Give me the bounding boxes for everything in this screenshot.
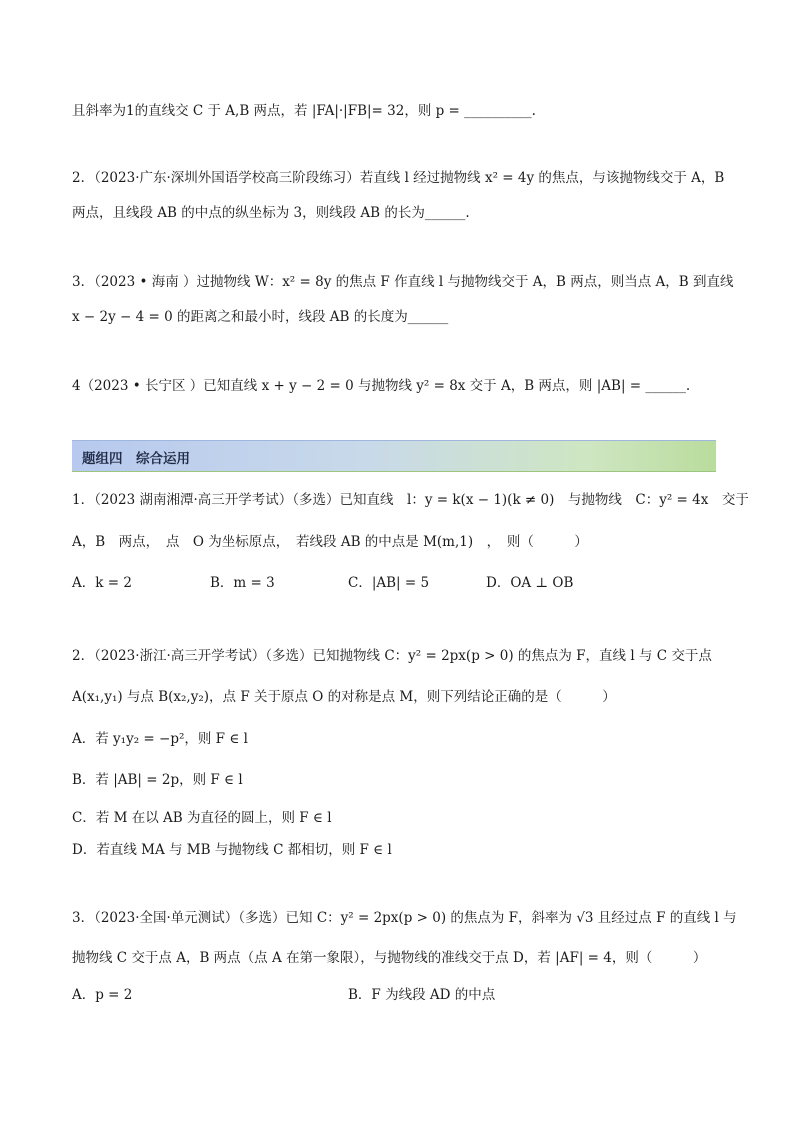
group4-q1-line-1: 1．（2023 湖南湘潭·高三开学考试）（多选）已知直线 l：y = k(x − 1)(k ≠ 0) 与抛物线 C：y² = 4x 交于 (72, 492, 749, 508)
group4-q1-line-2: A，B 两点， 点 O 为坐标原点， 若线段 AB 的中点是 M(m,1) ， 则（ ） (72, 534, 588, 550)
question-3-line-1: 3．（2023 • 海南 ）过抛物线 W：x² = 8y 的焦点 F 作直线 l 与抛物线交于 A，B 两点，则当点 A，B 到直线 (72, 274, 734, 290)
group4-q3-option-a: A．p = 2 (72, 987, 133, 1003)
question-3-line-2: x − 2y − 4 = 0 的距离之和最小时，线段 AB 的长度为______ (72, 309, 449, 325)
group4-q1-option-c: C．|AB| = 5 (348, 575, 430, 591)
question-continuation: 且斜率为1的直线交 C 于 A,B 两点，若 |FA|·|FB|= 32，则 p = __________. (72, 103, 536, 119)
group4-q2-line-1: 2．（2023·浙江·高三开学考试）（多选）已知抛物线 C：y² = 2px(p > 0) 的焦点为 F，直线 l 与 C 交于点 (72, 648, 712, 664)
group4-q1-option-d: D．OA ⊥ OB (486, 575, 574, 591)
question-2-line-1: 2．（2023·广东·深圳外国语学校高三阶段练习）若直线 l 经过抛物线 x² = 4y 的焦点，与该抛物线交于 A，B (72, 170, 725, 186)
group4-q2-option-d: D．若直线 MA 与 MB 与抛物线 C 都相切，则 F ∈ l (72, 842, 392, 858)
section-header-bar (72, 440, 716, 472)
group4-q3-option-b: B．F 为线段 AD 的中点 (348, 987, 496, 1003)
group4-q3-line-2: 抛物线 C 交于点 A，B 两点（点 A 在第一象限），与抛物线的准线交于点 D，若 |AF| = 4，则（ ） (72, 950, 707, 966)
question-4: 4（2023 • 长宁区 ）已知直线 x + y − 2 = 0 与抛物线 y² = 8x 交于 A，B 两点，则 |AB| = ______. (72, 378, 691, 394)
section-title: 题组四 综合运用 (82, 451, 190, 467)
question-2-line-2: 两点，且线段 AB 的中点的纵坐标为 3，则线段 AB 的长为______. (72, 205, 470, 221)
group4-q1-option-b: B．m = 3 (210, 575, 275, 591)
group4-q2-option-c: C．若 M 在以 AB 为直径的圆上，则 F ∈ l (72, 810, 332, 826)
group4-q3-line-1: 3．（2023·全国·单元测试）（多选）已知 C：y² = 2px(p > 0) 的焦点为 F，斜率为 √3 且经过点 F 的直线 l 与 (72, 910, 737, 926)
group4-q2-option-a: A．若 y₁y₂ = −p²，则 F ∈ l (72, 731, 248, 747)
group4-q2-line-2: A(x₁,y₁) 与点 B(x₂,y₂)，点 F 关于原点 O 的对称是点 M，则下列结论正确的是（ ） (72, 689, 616, 705)
group4-q2-option-b: B．若 |AB| = 2p，则 F ∈ l (72, 772, 243, 788)
group4-q1-option-a: A．k = 2 (72, 575, 132, 591)
